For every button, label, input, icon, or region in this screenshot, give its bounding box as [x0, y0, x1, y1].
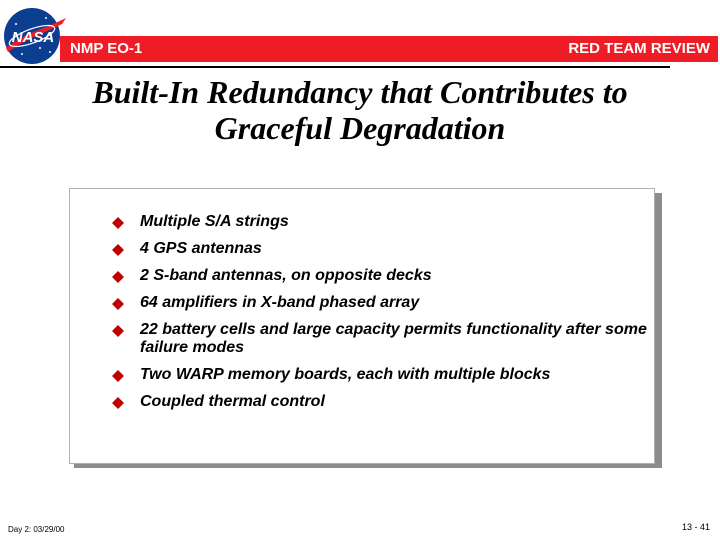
diamond-bullet-icon — [112, 297, 124, 309]
diamond-bullet-icon — [112, 369, 124, 381]
list-item — [112, 294, 652, 312]
list-item-text: Coupled thermal control — [140, 393, 325, 410]
list-item-text: 4 GPS antennas — [140, 240, 262, 257]
diamond-bullet-icon — [112, 270, 124, 282]
header-banner — [60, 36, 718, 62]
diamond-bullet-icon — [112, 324, 124, 336]
title-line-1: Built-In Redundancy that Contributes to — [92, 74, 628, 110]
list-item — [112, 393, 652, 411]
header-rule — [0, 66, 670, 68]
list-item — [112, 240, 652, 258]
list-item — [112, 213, 652, 231]
list-item-text: Two WARP memory boards, each with multiple blocks — [140, 366, 551, 383]
list-item — [112, 321, 652, 357]
content-box — [69, 188, 655, 464]
list-item — [112, 366, 652, 384]
list-item-text: 2 S-band antennas, on opposite decks — [140, 267, 432, 284]
footer-date: Day 2: 03/29/00 — [8, 525, 65, 534]
list-item-text: Multiple S/A strings — [140, 213, 289, 230]
page-number: 13 - 41 — [681, 522, 710, 532]
review-label: RED TEAM REVIEW — [568, 40, 710, 57]
nasa-logo-text: NASA — [11, 29, 55, 46]
list-item — [112, 267, 652, 285]
diamond-bullet-icon — [112, 243, 124, 255]
bullet-list — [112, 213, 652, 420]
title-line-2: Graceful Degradation — [214, 110, 506, 146]
project-label: NMP EO-1 — [70, 40, 143, 57]
list-item-text: 64 amplifiers in X-band phased array — [140, 294, 420, 311]
nasa-logo — [2, 4, 68, 66]
diamond-bullet-icon — [112, 396, 124, 408]
list-item-text: 22 battery cells and large capacity permits functionality after some failure modes — [140, 321, 647, 356]
diamond-bullet-icon — [112, 216, 124, 228]
slide-title — [0, 74, 720, 146]
